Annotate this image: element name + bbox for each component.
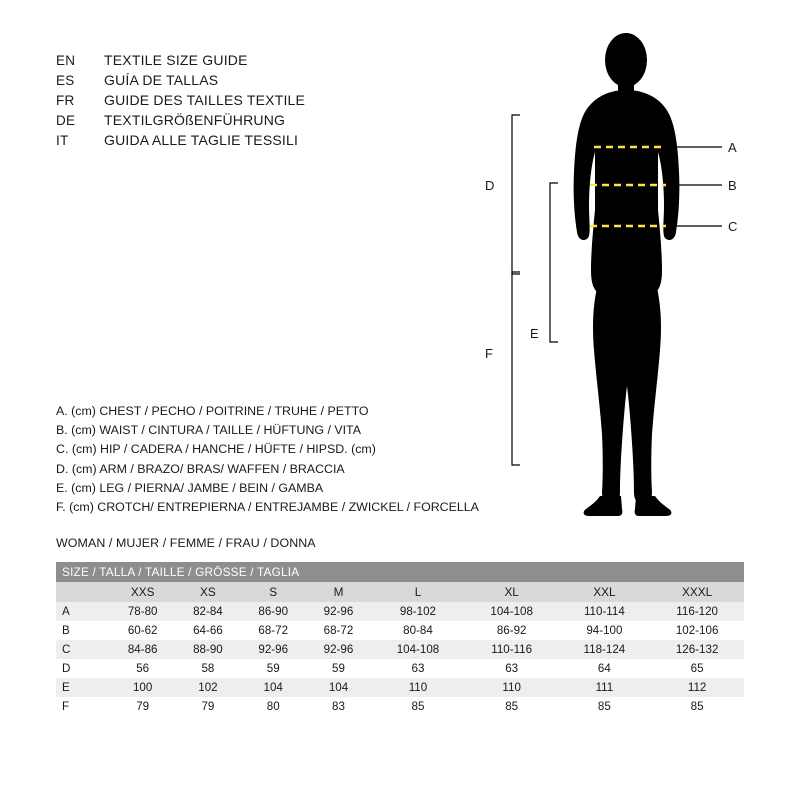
column-header-xxxl: XXXL: [650, 582, 744, 602]
title-row: [56, 132, 476, 151]
table-cell: 110-116: [465, 640, 559, 659]
table-row: [56, 640, 744, 659]
table-cell: 126-132: [650, 640, 744, 659]
title-lang-code: ES: [56, 73, 75, 88]
title-text: GUÍA DE TALLAS: [104, 72, 219, 88]
gender-heading: WOMAN / MUJER / FEMME / FRAU / DONNA: [56, 536, 316, 550]
bracket-arm-d: [512, 115, 520, 274]
column-header-s: S: [241, 582, 306, 602]
table-cell: 104: [306, 678, 371, 697]
table-cell: 65: [650, 659, 744, 678]
column-header-xl: XL: [465, 582, 559, 602]
table-cell: 85: [559, 697, 651, 716]
title-row: [56, 72, 476, 91]
title-lang-code: EN: [56, 53, 76, 68]
table-row: [56, 678, 744, 697]
title-lang-code: FR: [56, 93, 75, 108]
table-cell: 92-96: [306, 640, 371, 659]
table-cell: 86-90: [241, 602, 306, 621]
table-band-label: SIZE / TALLA / TAILLE / GRÖSSE / TAGLIA: [56, 562, 744, 582]
table-cell: 64-66: [175, 621, 240, 640]
row-label: A: [56, 602, 110, 621]
title-text: GUIDE DES TAILLES TEXTILE: [104, 92, 306, 108]
row-label: D: [56, 659, 110, 678]
table-cell: 56: [110, 659, 175, 678]
size-table: [56, 562, 744, 716]
table-cell: 63: [371, 659, 465, 678]
table-cell: 102-106: [650, 621, 744, 640]
table-cell: 102: [175, 678, 240, 697]
table-cell: 68-72: [241, 621, 306, 640]
column-header-l: L: [371, 582, 465, 602]
table-cell: 116-120: [650, 602, 744, 621]
title-lang-code: DE: [56, 113, 76, 128]
table-row: [56, 659, 744, 678]
table-cell: 80: [241, 697, 306, 716]
marker-label-f: F: [485, 346, 493, 361]
title-text: TEXTILE SIZE GUIDE: [104, 52, 248, 68]
table-cell: 111: [559, 678, 651, 697]
legend-item-a: A. (cm) CHEST / PECHO / POITRINE / TRUHE / PETTO: [56, 404, 369, 418]
table-cell: 92-96: [306, 602, 371, 621]
title-row: [56, 112, 476, 131]
size-table-wrapper: [56, 562, 744, 716]
legend-item-b: B. (cm) WAIST / CINTURA / TAILLE / HÜFTUNG / VITA: [56, 423, 361, 438]
table-cell: 80-84: [371, 621, 465, 640]
title-text: GUIDA ALLE TAGLIE TESSILI: [104, 132, 299, 148]
table-cell: 104: [241, 678, 306, 697]
table-cell: 83: [306, 697, 371, 716]
table-cell: 104-108: [465, 602, 559, 621]
row-label: F: [56, 697, 110, 716]
legend-item-e: E. (cm) LEG / PIERNA/ JAMBE / BEIN / GAMBA: [56, 480, 324, 495]
marker-label-b: B: [728, 178, 737, 193]
legend-block: [56, 402, 516, 517]
table-row: [56, 697, 744, 716]
table-cell: 60-62: [110, 621, 175, 640]
table-cell: 59: [241, 659, 306, 678]
table-cell: 94-100: [559, 621, 651, 640]
column-header-xs: XS: [175, 582, 240, 602]
table-cell: 92-96: [241, 640, 306, 659]
row-label: B: [56, 621, 110, 640]
title-lang-code: IT: [56, 133, 69, 148]
column-header-xxs: XXS: [110, 582, 175, 602]
column-header: [56, 582, 110, 602]
table-cell: 104-108: [371, 640, 465, 659]
column-header-m: M: [306, 582, 371, 602]
table-cell: 79: [175, 697, 240, 716]
legend-item-c: C. (cm) HIP / CADERA / HANCHE / HÜFTE / HIPSD. (cm): [56, 442, 376, 457]
table-cell: 110-114: [559, 602, 651, 621]
title-block: [56, 52, 476, 152]
marker-label-d: D: [485, 178, 495, 193]
table-cell: 79: [110, 697, 175, 716]
table-cell: 68-72: [306, 621, 371, 640]
title-row: [56, 52, 476, 71]
table-cell: 85: [650, 697, 744, 716]
marker-label-e: E: [530, 326, 539, 341]
row-label: C: [56, 640, 110, 659]
marker-label-c: C: [728, 219, 738, 234]
female-silhouette: [574, 33, 680, 516]
legend-item-d: D. (cm) ARM / BRAZO/ BRAS/ WAFFEN / BRACCIA: [56, 461, 345, 476]
table-cell: 82-84: [175, 602, 240, 621]
table-cell: 98-102: [371, 602, 465, 621]
row-label: E: [56, 678, 110, 697]
table-cell: 112: [650, 678, 744, 697]
table-cell: 64: [559, 659, 651, 678]
table-cell: 84-86: [110, 640, 175, 659]
marker-label-a: A: [728, 140, 737, 155]
table-row: [56, 621, 744, 640]
table-cell: 78-80: [110, 602, 175, 621]
table-cell: 110: [371, 678, 465, 697]
table-cell: 59: [306, 659, 371, 678]
table-band-row: [56, 562, 744, 582]
table-cell: 88-90: [175, 640, 240, 659]
table-cell: 58: [175, 659, 240, 678]
table-cell: 86-92: [465, 621, 559, 640]
table-cell: 85: [465, 697, 559, 716]
table-row: [56, 602, 744, 621]
title-text: TEXTILGRÖßENFÜHRUNG: [104, 112, 286, 128]
table-header-row: [56, 582, 744, 602]
table-cell: 85: [371, 697, 465, 716]
table-cell: 63: [465, 659, 559, 678]
bracket-leg-e: [550, 183, 558, 342]
title-row: [56, 92, 476, 111]
table-cell: 118-124: [559, 640, 651, 659]
table-cell: 100: [110, 678, 175, 697]
column-header-xxl: XXL: [559, 582, 651, 602]
table-cell: 110: [465, 678, 559, 697]
legend-item-f: F. (cm) CROTCH/ ENTREPIERNA / ENTREJAMBE / ZWICKEL / FORCELLA: [56, 500, 479, 515]
